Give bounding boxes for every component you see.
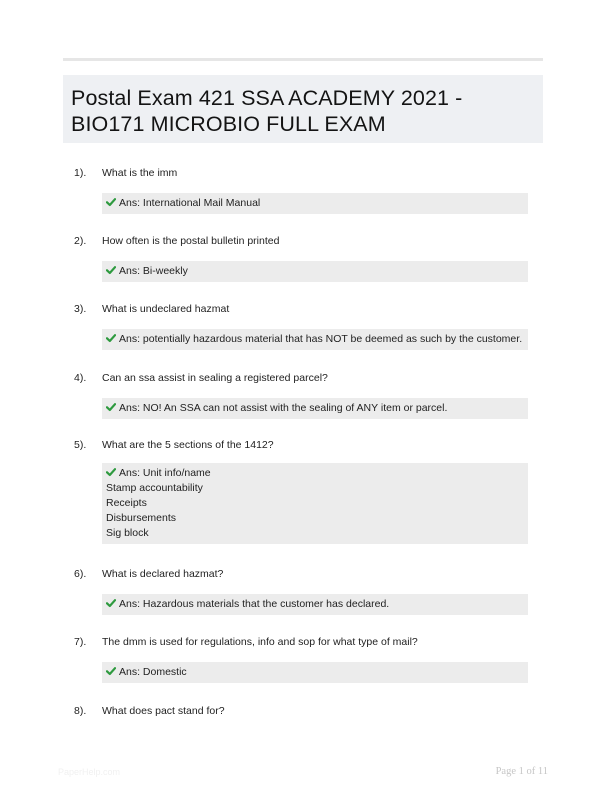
watermark: PaperHelp.com	[58, 767, 121, 777]
answer-line: Ans: Domestic	[119, 666, 187, 678]
top-divider	[63, 58, 543, 61]
question-item	[74, 567, 536, 635]
question-text: What is declared hazmat?	[102, 568, 224, 580]
question-text: What is the imm	[102, 167, 178, 179]
question-number: 2).	[74, 235, 87, 247]
answer-box	[102, 398, 528, 419]
question-item	[74, 635, 536, 704]
answer-box	[102, 594, 528, 615]
answer-box	[102, 463, 528, 544]
question-text: How often is the postal bulletin printed	[102, 235, 280, 247]
title-banner	[63, 75, 543, 143]
question-item	[74, 166, 536, 234]
question-number: 4).	[74, 372, 87, 384]
question-number: 7).	[74, 636, 87, 648]
answer-line: Ans: Hazardous materials that the customer has declared.	[119, 598, 390, 610]
answer-line: Ans: International Mail Manual	[119, 197, 261, 209]
check-icon	[106, 333, 116, 343]
question-number: 8).	[74, 705, 87, 717]
check-icon	[106, 666, 116, 676]
answer-line: Ans: Bi-weekly	[119, 265, 188, 277]
question-number: 6).	[74, 568, 87, 580]
answer-box	[102, 261, 528, 282]
question-text: The dmm is used for regulations, info and sop for what type of mail?	[102, 636, 418, 648]
question-number: 3).	[74, 303, 87, 315]
question-text: What are the 5 sections of the 1412?	[102, 439, 274, 451]
document-title: Postal Exam 421 SSA ACADEMY 2021 - BIO171 MICROBIO FULL EXAM	[71, 86, 463, 136]
page-number: Page 1 of 11	[495, 766, 548, 777]
question-number: 5).	[74, 439, 87, 451]
answer-line: Ans: potentially hazardous material that has NOT be deemed as such by the customer.	[119, 333, 523, 345]
check-icon	[106, 197, 116, 207]
question-number: 1).	[74, 167, 87, 179]
check-icon	[106, 467, 116, 477]
answer-line: Stamp accountability	[106, 482, 203, 494]
answer-line: Sig block	[106, 527, 149, 539]
question-item	[74, 302, 536, 371]
question-list	[74, 166, 536, 724]
question-item	[74, 704, 536, 724]
question-text: Can an ssa assist in sealing a registered parcel?	[102, 372, 328, 384]
check-icon	[106, 402, 116, 412]
answer-box	[102, 662, 528, 683]
check-icon	[106, 598, 116, 608]
answer-line: Disbursements	[106, 512, 177, 524]
question-item	[74, 438, 536, 567]
answer-line: Ans: Unit info/name	[119, 467, 211, 479]
question-item	[74, 371, 536, 438]
check-icon	[106, 265, 116, 275]
answer-box	[102, 193, 528, 214]
question-text: What is undeclared hazmat	[102, 303, 230, 315]
question-text: What does pact stand for?	[102, 705, 225, 717]
question-item	[74, 234, 536, 302]
answer-line: Receipts	[106, 497, 147, 509]
answer-box	[102, 329, 528, 350]
answer-line: Ans: NO! An SSA can not assist with the sealing of ANY item or parcel.	[119, 402, 448, 414]
